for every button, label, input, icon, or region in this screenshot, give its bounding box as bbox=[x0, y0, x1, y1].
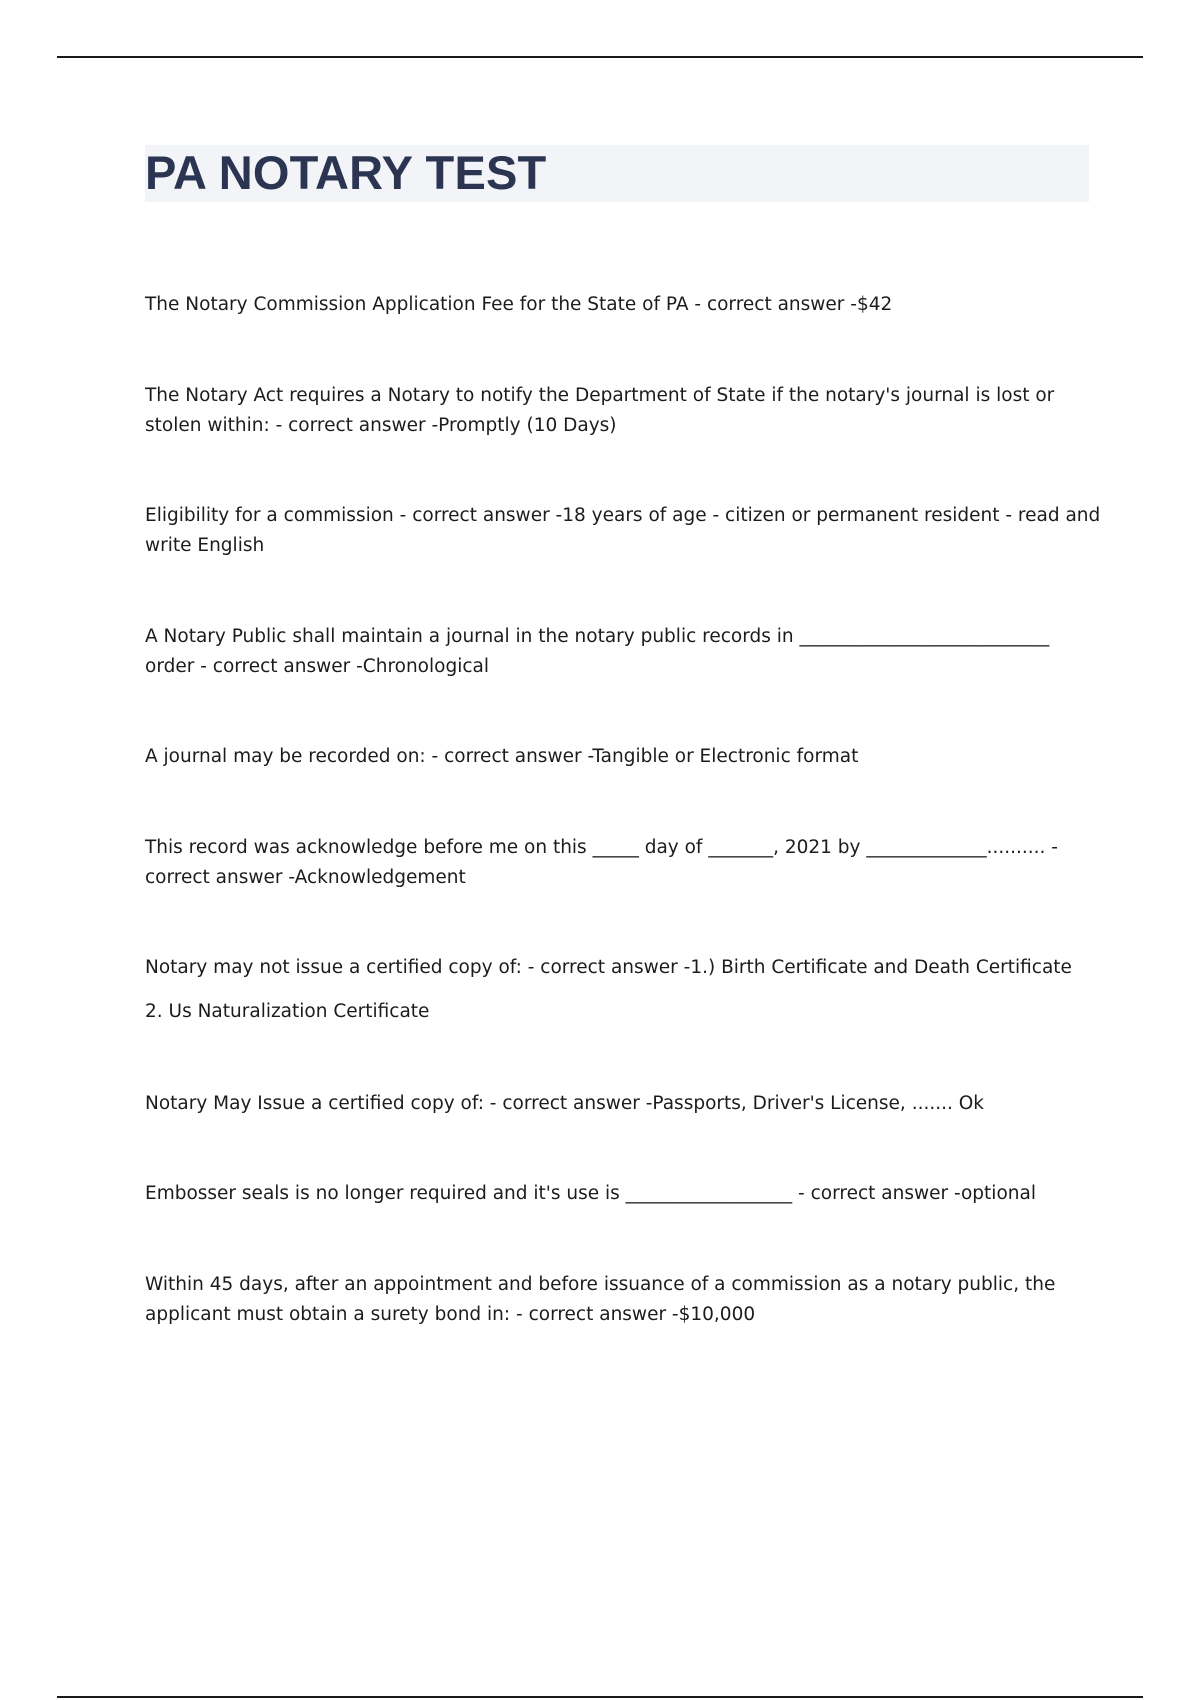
question-item-3 bbox=[145, 501, 1101, 561]
question-item-2 bbox=[145, 381, 1090, 441]
question-item-6 bbox=[145, 833, 1090, 893]
question-line: Notary may not issue a certified copy of: - correct answer -1.) Birth Certificate and Death Certificate bbox=[145, 957, 1072, 978]
question-line: 2. Us Naturalization Certificate bbox=[145, 1001, 430, 1022]
top-divider bbox=[57, 56, 1143, 58]
question-line: Embosser seals is no longer required and it's use is __________________ - correct answer -optional bbox=[145, 1183, 1036, 1204]
question-line: Eligibility for a commission - correct answer -18 years of age - citizen or permanent resident - read and bbox=[145, 505, 1101, 526]
bottom-divider bbox=[57, 1696, 1143, 1698]
question-item-10 bbox=[145, 1270, 1090, 1330]
question-item-4 bbox=[145, 622, 1090, 682]
question-item-5 bbox=[145, 742, 1090, 772]
question-line: Within 45 days, after an appointment and before issuance of a commission as a notary public, the bbox=[145, 1274, 1056, 1295]
question-line: The Notary Act requires a Notary to notify the Department of State if the notary's journal is lost or bbox=[145, 385, 1055, 406]
question-line: correct answer -Acknowledgement bbox=[145, 867, 466, 888]
question-line: stolen within: - correct answer -Promptly (10 Days) bbox=[145, 415, 617, 436]
question-line: This record was acknowledge before me on this _____ day of _______, 2021 by _____________.......... - bbox=[145, 837, 1058, 858]
question-item-9 bbox=[145, 1179, 1090, 1209]
question-line: applicant must obtain a surety bond in: - correct answer -$10,000 bbox=[145, 1304, 756, 1325]
question-line: Notary May Issue a certified copy of: - correct answer -Passports, Driver's License, ....... Ok bbox=[145, 1093, 985, 1114]
question-item-7 bbox=[145, 953, 1090, 1027]
question-line: The Notary Commission Application Fee for the State of PA - correct answer -$42 bbox=[145, 294, 893, 315]
question-line: A Notary Public shall maintain a journal in the notary public records in ___________________________ bbox=[145, 626, 1050, 647]
question-item-8 bbox=[145, 1089, 1090, 1119]
question-line: order - correct answer -Chronological bbox=[145, 656, 489, 677]
question-line: A journal may be recorded on: - correct answer -Tangible or Electronic format bbox=[145, 746, 859, 767]
question-item-1 bbox=[145, 290, 1090, 320]
page-title: PA NOTARY TEST bbox=[145, 146, 547, 199]
question-line: write English bbox=[145, 535, 265, 556]
